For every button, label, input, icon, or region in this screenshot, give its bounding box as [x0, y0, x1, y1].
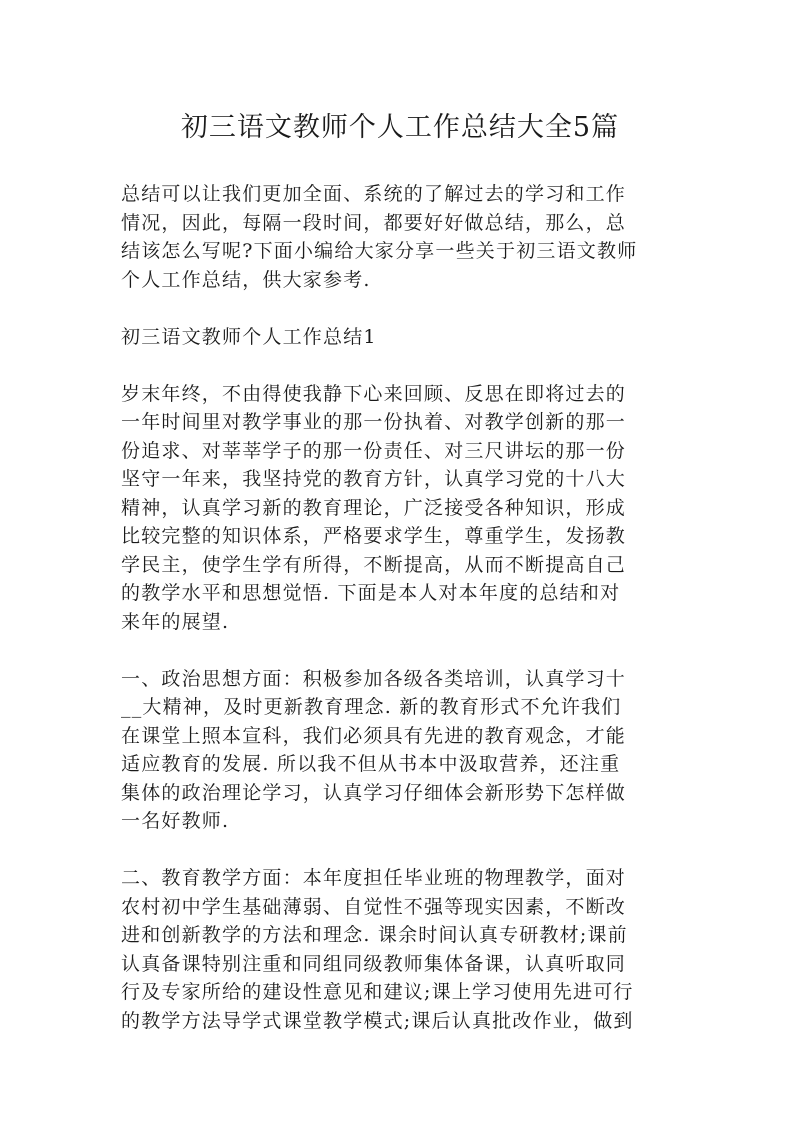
text-line: 坚守一年来，我坚持党的教育方针，认真学习党的十八大 — [121, 468, 627, 490]
text-line: 来年的展望. — [121, 610, 230, 633]
text-line: 的教学水平和思想觉悟. 下面是本人对本年度的总结和对 — [121, 582, 621, 604]
text-line: 在课堂上照本宣科，我们必须具有先进的教育观念，才能 — [121, 724, 627, 747]
text-line: __大精神，及时更新教育理念. 新的教育形式不允许我们 — [121, 696, 622, 718]
text-line: 精神，认真学习新的教育理论，广泛接受各种知识，形成 — [121, 496, 627, 519]
document-body — [121, 180, 681, 1064]
text-line: 个人工作总结，供大家参考. — [121, 268, 371, 291]
text-line: 岁末年终，不由得使我静下心来回顾、反思在即将过去的 — [121, 382, 627, 405]
text-line: 一年时间里对教学事业的那一份执着、对教学创新的那一 — [121, 411, 627, 433]
text-line: 一名好教师. — [121, 810, 230, 832]
text-line: 情况，因此，每隔一段时间，都要好好做总结，那么，总 — [121, 211, 627, 234]
text-line: 结该怎么写呢?下面小编给大家分享一些关于初三语文教师 — [121, 240, 638, 262]
text-line: 总结可以让我们更加全面、系统的了解过去的学习和工作 — [121, 183, 627, 205]
text-line: 二、教育教学方面：本年度担任毕业班的物理教学，面对 — [121, 867, 627, 889]
body-paragraph — [121, 864, 681, 1035]
document-title: 初三语文教师个人工作总结大全5篇 — [180, 112, 620, 143]
body-paragraph — [121, 380, 681, 637]
text-line: 比较完整的知识体系，严格要求学生，尊重学生，发扬教 — [121, 525, 627, 547]
text-line: 的教学方法导学式课堂教学模式;课后认真批改作业，做到 — [121, 1009, 634, 1032]
text-line: 农村初中学生基础薄弱、自觉性不强等现实因素，不断改 — [121, 895, 627, 918]
text-line: 一、政治思想方面：积极参加各级各类培训，认真学习十 — [121, 667, 627, 690]
text-line: 初三语文教师个人工作总结1 — [121, 325, 377, 348]
text-line: 行及专家所给的建设性意见和建议;课上学习使用先进可行 — [121, 981, 634, 1003]
text-line: 适应教育的发展. 所以我不但从书本中汲取营养，还注重 — [121, 753, 621, 775]
text-line: 进和创新教学的方法和理念. 课余时间认真专研教材;课前 — [121, 924, 628, 946]
text-line: 集体的政治理论学习，认真学习仔细体会新形势下怎样做 — [121, 781, 627, 804]
intro-paragraph — [121, 180, 681, 294]
text-line: 认真备课特别注重和同组同级教师集体备课，认真听取同 — [121, 952, 627, 975]
text-line: 份追求、对莘莘学子的那一份责任、对三尺讲坛的那一份 — [121, 439, 627, 462]
body-paragraph — [121, 665, 681, 836]
section-heading — [121, 323, 681, 352]
text-line: 学民主，使学生学有所得，不断提高，从而不断提高自己 — [121, 553, 627, 576]
